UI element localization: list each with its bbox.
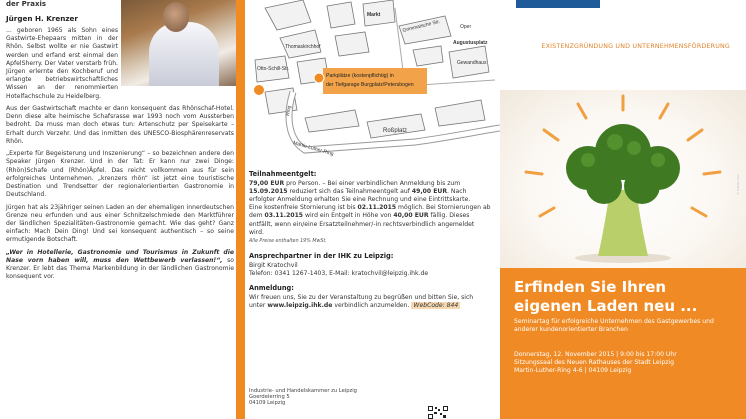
broccoli-image [500, 90, 746, 268]
registration-heading: Anmeldung: [249, 284, 294, 293]
fee-heading: Teilnahmeentgelt: [249, 170, 317, 178]
reg-text-2: verbindlich anzumelden. [332, 302, 412, 310]
broccoli-illustration [500, 90, 746, 268]
parking-callout [323, 68, 427, 94]
reg-text-1: Wir freuen uns, Sie zu der Veranstaltung zu begrüßen und bitten Sie, sich unter [249, 294, 474, 310]
cancel-text-2: möglich. Bei Stornierungen ab dem [249, 204, 491, 220]
event-venue: Sitzungssaal des Neuen Rathauses der Stadt Leipzig [514, 359, 674, 367]
main-title-line-2: eigenen Laden neu ... [514, 297, 698, 315]
event-date: Donnerstag, 12. November 2015 | 9:00 bis 17:00 Uhr [514, 351, 677, 358]
address-line-1: Industrie- und Handelskammer zu Leipzig [249, 388, 357, 394]
orange-edge-strip [236, 0, 245, 419]
category-label [500, 42, 730, 51]
section-heading: der Praxis [6, 0, 47, 8]
cancel-text-1: Eine kostenfreie Stornierung ist bis [249, 204, 358, 212]
event-details [514, 351, 739, 376]
street-augustusplatz: Augustusplatz [453, 40, 488, 46]
parking-marker [314, 73, 324, 83]
location-map [245, 0, 500, 162]
map-block [327, 2, 355, 28]
bio-quote: „Wer in Hotellerie, Gastronomie und Tourismus in Zukunft die Nase vorn haben will, muss den Wettbewerb verlassen!“, [6, 248, 234, 265]
category-line: EXISTENZGRÜNDUNG UND UNTERNEHMENSFÖRDERUNG [541, 43, 730, 50]
bio-paragraph-1 [6, 27, 234, 101]
bio-paragraph-3: „Experte für Begeisterung und Inszenierung“ – so bezeichnen andere den Speaker Jürgen Krenzer. Und in der Tat: Er kann nur zwei Dinge: (Rhön)Schafe und (Rhön)Äpfel. Das reicht vollkommen aus für sein erfolgreiches Unternehmen. „krenzers rhön“ ist jetzt eine touristische Destination und Trendsetter der regionalorientierten Gastronomie in Deutschland. [6, 150, 234, 199]
contact-paragraph [249, 262, 491, 278]
speaker-panel [0, 0, 236, 419]
bio-paragraph-4: Jürgen hat als 23jähriger seinen Laden an der ehemaligen innerdeutschen Grenze neu erfunden und aus einer Schnitzelschmiede den Marktführer der ländlichen Spezialitäten-Gastronomie gemacht. Wie das geht? Ganz einfach: Mach Dein Ding! Und sei konsequent authentisch – so seine ermutigende Botschaft. [6, 203, 234, 244]
contact-details: Telefon: 0341 1267-1403, E-Mail: kratochvil@leipzig.ihk.de [249, 270, 429, 278]
ihk-logo-bar [516, 0, 600, 8]
fee-paragraph [249, 180, 491, 246]
street-oper: Oper [460, 24, 472, 30]
map-block [413, 46, 443, 66]
bio-intro: ... geboren 1965 als Sohn eines Gastwirte-Ehepaars mitten in der Rhön. Selbst wollte er nie Gastwirt werden und erfand erst einmal den ApfelSherry. Der Vater verstarb früh. Jürgen erlernte den Kochberuf und erlangte betriebswirtschaftliches Wissen an der renommierten Hotelfachschule zu Heidelberg. [6, 27, 118, 100]
venue-marker [254, 85, 264, 95]
contact-heading: Ansprechpartner in der IHK zu Leipzig: [249, 251, 394, 260]
details-panel [236, 0, 500, 419]
street-otto-schill: Otto-Schill-Str. [257, 66, 290, 72]
parking-label-line-1: Parkplätze (kostenpflichtig) in [326, 73, 394, 79]
webcode-badge: WebCode: 844 [413, 302, 459, 310]
event-info [249, 170, 491, 316]
street-markt: Markt [367, 12, 381, 18]
cancel-text-4: fällig. Dieses entfällt, wenn ein/eine Ersatzteilnehmer/-in rechtsverbindlich angemeldet wird. [249, 212, 475, 236]
address-line-2: Goerdelerring 5 [249, 394, 290, 401]
fee-date: 15.09.2015 [249, 188, 288, 196]
street-martin-luther-ring: Martin-Luther-Ring [292, 140, 335, 158]
cancel-date-1: 02.11.2015 [357, 204, 397, 212]
street-gewandhaus: Gewandhaus [457, 60, 487, 66]
cancel-fee: 40,00 EUR [393, 212, 429, 220]
address-line-3: 04109 Leipzig [249, 400, 286, 407]
cover-panel [500, 0, 746, 419]
main-title [514, 278, 697, 316]
fee-text-2: reduziert sich das Teilnahmeentgelt auf [287, 188, 412, 196]
fee-text-3: . Nach erfolgter Anmeldung erhalten Sie eine Rechnung und eine Eintrittskarte. [249, 188, 471, 204]
ihk-address [249, 388, 357, 407]
map-block [335, 32, 369, 56]
fee-reduced: 49,00 EUR [411, 188, 448, 196]
bio-paragraph-5 [6, 249, 234, 282]
qr-code-icon [428, 406, 448, 419]
fee-text-1: pro Person. – Bei einer verbindlichen Anmeldung bis zum [284, 180, 461, 188]
bio-closing: so Krenzer. Er lebt das Thema Markenbildung in der ländlichen Gastronomie konsequent vor. [6, 257, 234, 281]
reg-url[interactable]: www.leipzig.ihk.de [267, 302, 333, 310]
speaker-name: Jürgen H. Krenzer [6, 14, 78, 23]
vat-note: Alle Preise enthalten 19% MwSt. [249, 238, 327, 244]
street-rossplatz: Roßplatz [383, 128, 408, 134]
photo-credit: © fotolia.com [736, 174, 740, 195]
street-thomaskirchhof: Thomaskirchhof [285, 44, 321, 50]
event-address: Martin-Luther-Ring 4-6 | 04109 Leipzig [514, 367, 632, 375]
registration-paragraph [249, 294, 491, 310]
speaker-bio [6, 27, 234, 286]
cancel-text-3: wird ein Entgelt in Höhe von [303, 212, 394, 220]
bio-paragraph-2: Aus der Gastwirtschaft machte er dann konsequent das Rhönschaf-Hotel. Denn diese alte heimische Schafsrasse war 1993 noch vom Aussterben bedroht. Da muss man doch etwas tun: Artenschutz per Speisekarte – Erhalt durch Verzehr. Und das inmitten des UNESCO-Biosphärenreservats Rhön. [6, 105, 234, 145]
fee-main: 79,00 EUR [249, 180, 285, 188]
street-ring: Ring [285, 105, 293, 117]
subtitle: Seminartag für erfolgreiche Unternehmen des Gastgewerbes und anderer kundenorientierter Branchen [514, 318, 714, 334]
cancel-date-2: 03.11.2015 [264, 212, 304, 220]
contact-name: Birgit Kratochvil [249, 261, 298, 269]
street-grimmaische: Grimmaische Str. [402, 18, 441, 34]
main-title-line-1: Erfinden Sie Ihren [514, 278, 667, 296]
parking-label-line-2: der Tiefgarage Burgplatz/Petersbogen [326, 82, 414, 88]
